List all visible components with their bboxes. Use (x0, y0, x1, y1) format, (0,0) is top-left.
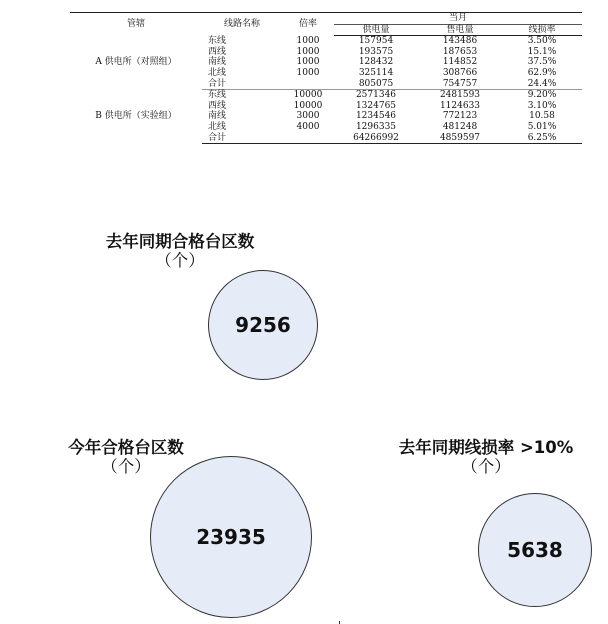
last-year-loss-title: 去年同期线损率 >10% (398, 438, 574, 457)
this-year-qualified-title: 今年合格台区数 (68, 438, 184, 457)
loss-rate-cell: 6.25% (502, 133, 582, 144)
line-loss-table (70, 12, 582, 144)
line-name-cell: 西线 (208, 100, 227, 111)
loss-rate-cell: 3.50% (527, 36, 557, 47)
supply-cell: 1296335 (355, 121, 397, 132)
loss-rate-cell: 37.5% (527, 57, 557, 68)
header-period: 当月 (334, 13, 582, 25)
last-year-qualified-circle (208, 270, 318, 380)
line-name-cell: 合计 (202, 133, 282, 144)
line-name-cell: 东线 (208, 35, 227, 46)
this-year-qualified-value: 23935 (196, 525, 266, 549)
ratio-cell: 4000 (296, 121, 320, 132)
loss-rate-cell: 5.01% (527, 121, 557, 132)
last-year-qualified-title: 去年同期合格台区数 (105, 232, 255, 251)
ratio-cell (282, 133, 334, 144)
sales-cell: 754757 (418, 79, 502, 90)
sales-cell: 114852 (442, 57, 478, 68)
header-loss-rate: 线损率 (502, 24, 582, 36)
ratio-cell: 10000 (293, 90, 323, 101)
sales-cell: 1124633 (439, 100, 481, 111)
ratio-cell: 1000 (296, 46, 320, 57)
supply-cell: 64266992 (334, 133, 418, 144)
header-sales: 售电量 (418, 24, 502, 36)
last-year-qualified-unit: （个） (155, 251, 205, 270)
sales-cell: 772123 (442, 111, 478, 122)
ratio-cell: 1000 (296, 67, 320, 78)
this-year-qualified-unit: （个） (101, 457, 151, 476)
sales-cell: 308766 (442, 67, 478, 78)
ratio-cell (282, 79, 334, 90)
ratio-cell: 3000 (296, 111, 320, 122)
last-year-qualified-value: 9256 (235, 313, 291, 337)
loss-rate-cell: 10.58 (529, 111, 555, 122)
ratio-cell: 1000 (296, 35, 320, 46)
supply-cell: 805075 (334, 79, 418, 90)
loss-rate-cell: 3.10% (527, 100, 557, 111)
supply-cell: 1324765 (355, 100, 397, 111)
supply-cell: 325114 (358, 67, 394, 78)
last-year-loss-unit: （个） (461, 457, 511, 476)
last-year-loss-value: 5638 (507, 538, 563, 562)
line-name-cell: 西线 (208, 46, 227, 57)
group-name-a: A 供电所（对照组） (95, 57, 177, 68)
supply-cell: 193575 (358, 46, 394, 57)
supply-cell: 128432 (358, 57, 394, 68)
ratio-cell: 10000 (293, 100, 323, 111)
header-unit: 管辖 (70, 13, 202, 36)
sales-cell: 481248 (442, 121, 478, 132)
last-year-loss-caption (376, 438, 596, 476)
this-year-qualified-circle (150, 456, 312, 618)
ratio-cell: 1000 (296, 57, 320, 68)
last-year-loss-circle (478, 493, 592, 607)
header-ratio: 倍率 (282, 13, 334, 36)
line-name-cell: 合计 (202, 79, 282, 90)
loss-rate-cell: 15.1% (527, 46, 557, 57)
line-name-cell: 北线 (208, 121, 227, 132)
group-name-b: B 供电所（实验组） (95, 111, 177, 122)
sales-cell: 2481593 (439, 90, 481, 101)
line-name-cell: 南线 (208, 111, 227, 122)
sales-cell: 187653 (442, 46, 478, 57)
sales-cell: 4859597 (418, 133, 502, 144)
line-name-cell: 北线 (208, 67, 227, 78)
loss-rate-cell: 9.20% (527, 90, 557, 101)
loss-rate-cell: 24.4% (502, 79, 582, 90)
supply-cell: 157954 (358, 36, 394, 47)
sales-cell: 143486 (442, 36, 478, 47)
line-name-cell: 东线 (208, 90, 227, 101)
supply-cell: 1234546 (355, 111, 397, 122)
last-year-qualified-caption (60, 232, 300, 270)
header-supply: 供电量 (334, 24, 418, 36)
table-row (70, 36, 582, 47)
table-row (70, 90, 582, 101)
loss-rate-cell: 62.9% (527, 67, 557, 78)
supply-cell: 2571346 (355, 90, 397, 101)
line-name-cell: 南线 (208, 57, 227, 68)
header-line-name: 线路名称 (202, 13, 282, 36)
